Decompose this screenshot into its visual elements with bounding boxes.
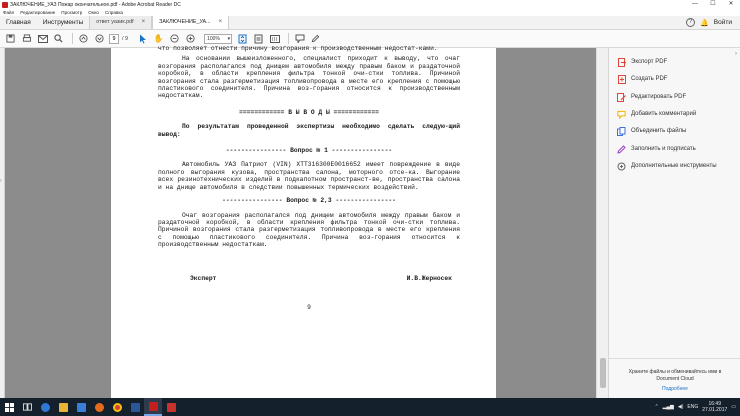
taskbar [0, 398, 740, 416]
scroll-mode-icon[interactable] [252, 32, 265, 45]
promo-text-line2: Document Cloud [656, 375, 694, 382]
menu-edit[interactable]: Редактирование [20, 10, 56, 15]
tool-more-tools[interactable] [617, 161, 717, 171]
collapse-panel-icon[interactable]: › [735, 51, 737, 57]
document-cloud-promo [609, 358, 740, 398]
bell-icon[interactable]: 🔔 [700, 19, 709, 27]
create-pdf-icon [617, 75, 626, 84]
tool-label: Дополнительные инструменты [631, 163, 717, 169]
fit-page-icon[interactable] [236, 32, 249, 45]
page-up-icon[interactable] [77, 32, 90, 45]
chevron-right-icon: › [0, 178, 2, 184]
zoom-in-icon[interactable] [184, 32, 197, 45]
maximize-button[interactable]: ☐ [710, 1, 716, 7]
tool-label: Заполнить и подписать [631, 146, 696, 152]
volume-icon[interactable]: ◀) [677, 404, 684, 410]
signature-role: Эксперт [190, 274, 217, 282]
menu-bar [0, 9, 740, 16]
edge-browser-icon[interactable] [36, 398, 54, 416]
close-icon[interactable]: × [218, 19, 223, 25]
app-icon[interactable] [162, 398, 180, 416]
hand-tool-icon[interactable]: ✋ [153, 34, 164, 43]
conclusions-heading: ============ В Ы В О Д Ы ============ [239, 108, 379, 116]
tool-label: Объединить файлы [631, 128, 687, 134]
question-2-3-answer: Очаг возгорания располагался под днищем автомобиля между правым баком и раздаточной коробкой, в области крепления фильтра тонкой очи-стки топлива. Причиной возгорания стала разгерметизация топливопровода в месте его крепления с помощью пластикового соединителя. Причина воз-горания относится к производственным недостаткам. [158, 211, 460, 249]
conclusions-intro: По результатам проведенной экспертизы необходимо сделать следую-щий вывод: [158, 123, 460, 138]
menu-view[interactable]: Просмотр [61, 10, 83, 15]
page-number-input[interactable]: 9 [109, 34, 119, 44]
paragraph: что позволяет отнести причину возгорания к производственным недостат-ками. [158, 45, 438, 52]
tab-document-1[interactable] [89, 16, 152, 29]
close-icon[interactable]: × [141, 19, 146, 25]
question-1-answer: Автомобиль УАЗ Патриот (VIN) XTT316300E0016652 имеет повреждение в виде полного выгорания кузова, пространства салона, моторного отсе-ка. Выгорание всех резинотехнических изделий в подкапотном пространст-ве, пространства салона и на днище автомобиля в следствии повышенных термических воздействий. [158, 161, 460, 191]
system-tray [654, 401, 740, 413]
page-count: / 9 [122, 35, 129, 42]
zoom-select[interactable]: 100% ▾ [204, 34, 232, 44]
left-panel-toggle[interactable] [0, 48, 5, 398]
window-title: ЗАКЛЮЧЕНИЕ_УАЗ Пожар окончательное.pdf - Adobe Acrobat Reader DC [10, 1, 181, 8]
acrobat-app-icon [2, 2, 8, 8]
clock-date: 27.01.2017 [702, 407, 728, 413]
print-icon[interactable] [20, 32, 33, 45]
tab-home[interactable]: Главная [6, 19, 31, 26]
media-player-icon[interactable] [90, 398, 108, 416]
zoom-out-icon[interactable] [168, 32, 181, 45]
file-explorer-icon[interactable] [54, 398, 72, 416]
paragraph: На основании вышеизложенного, специалист приходит к выводу, что очаг возгорания располагался под днищем автомобиля между правым баком и раздаточной коробкой, в области крепления фильтра тонкой очи-стки топлива. Причиной возгорания стала разгерметизация топливопровода в месте его крепления с помощью пластикового соединителя. Причина воз-горания относится к производственным недостаткам. [158, 55, 460, 100]
tool-edit-pdf[interactable] [617, 92, 686, 102]
promo-text-line1: Храните файлы и обменивайтесь ими в [628, 369, 722, 375]
store-icon[interactable] [72, 398, 90, 416]
page-number-footer: 9 [307, 303, 311, 311]
page-text [158, 45, 460, 311]
word-icon[interactable] [126, 398, 144, 416]
comment-icon [617, 110, 626, 119]
question-1-heading: ---------------- Вопрос № 1 ---------------- [225, 147, 393, 155]
chrome-icon[interactable] [108, 398, 126, 416]
combine-files-icon [617, 127, 626, 136]
tab-tools[interactable]: Инструменты [42, 19, 84, 26]
tool-label: Редактировать PDF [631, 94, 687, 100]
email-icon[interactable] [36, 32, 49, 45]
tab-document-2-label: ЗАКЛЮЧЕНИЕ_УА... [159, 19, 211, 25]
toolbar-divider [72, 33, 73, 44]
export-pdf-icon [617, 58, 626, 67]
menu-help[interactable]: Справка [104, 10, 123, 15]
windows-start-icon[interactable] [0, 398, 18, 416]
tab-document-1-label: ответ уазик.pdf [96, 19, 134, 25]
vertical-scrollbar[interactable] [596, 48, 608, 398]
tool-label: Создать PDF [631, 76, 668, 82]
pdf-page [111, 45, 496, 398]
save-icon[interactable] [4, 32, 17, 45]
tray-chevron-up-icon[interactable]: ⌃ [654, 404, 659, 410]
keyboard-icon[interactable] [268, 32, 281, 45]
signature-line [158, 275, 460, 282]
tab-bar [0, 16, 740, 30]
question-2-3-heading: ---------------- Вопрос № 2,3 ---------------- [222, 197, 396, 205]
tool-combine-files[interactable] [617, 126, 686, 136]
tool-fill-sign[interactable] [617, 144, 696, 154]
document-viewport[interactable] [0, 45, 608, 398]
fill-sign-icon [617, 145, 626, 154]
minimize-button[interactable]: — [692, 1, 698, 7]
clock[interactable] [702, 401, 727, 413]
scrollbar-thumb[interactable] [600, 358, 606, 388]
menu-file[interactable]: Файл [3, 10, 15, 15]
tool-add-comment[interactable] [617, 109, 696, 119]
menu-window[interactable]: Окно [88, 10, 99, 15]
notifications-icon[interactable]: ▭ [731, 404, 736, 410]
tools-panel [608, 48, 740, 398]
learn-more-link[interactable]: Подробнее [662, 386, 688, 392]
page-down-icon[interactable] [93, 32, 106, 45]
tool-label: Экспорт PDF [631, 59, 668, 65]
login-button[interactable]: Войти [713, 19, 732, 26]
title-bar [0, 0, 740, 9]
clock-time: 16:49 [708, 401, 721, 407]
acrobat-taskbar-icon[interactable] [144, 398, 162, 416]
signature-name: И.В.Жерносек [406, 274, 452, 282]
edit-pdf-icon [617, 93, 626, 102]
more-tools-icon [617, 162, 626, 171]
help-icon[interactable]: ? [686, 18, 695, 27]
search-icon[interactable] [52, 32, 65, 45]
language-indicator[interactable]: ENG [687, 404, 699, 410]
toolbar-divider [288, 33, 289, 44]
pen-icon[interactable] [309, 32, 322, 45]
comment-icon[interactable] [293, 32, 306, 45]
tool-create-pdf[interactable] [617, 74, 667, 84]
close-button[interactable]: ✕ [728, 1, 734, 7]
select-cursor-icon[interactable] [136, 32, 149, 45]
tool-export-pdf[interactable] [617, 57, 667, 67]
network-icon[interactable]: ▂▄▆ [662, 404, 674, 410]
tab-document-2[interactable] [152, 16, 229, 29]
tool-label: Добавить комментарий [631, 111, 697, 117]
task-view-icon[interactable] [18, 398, 36, 416]
